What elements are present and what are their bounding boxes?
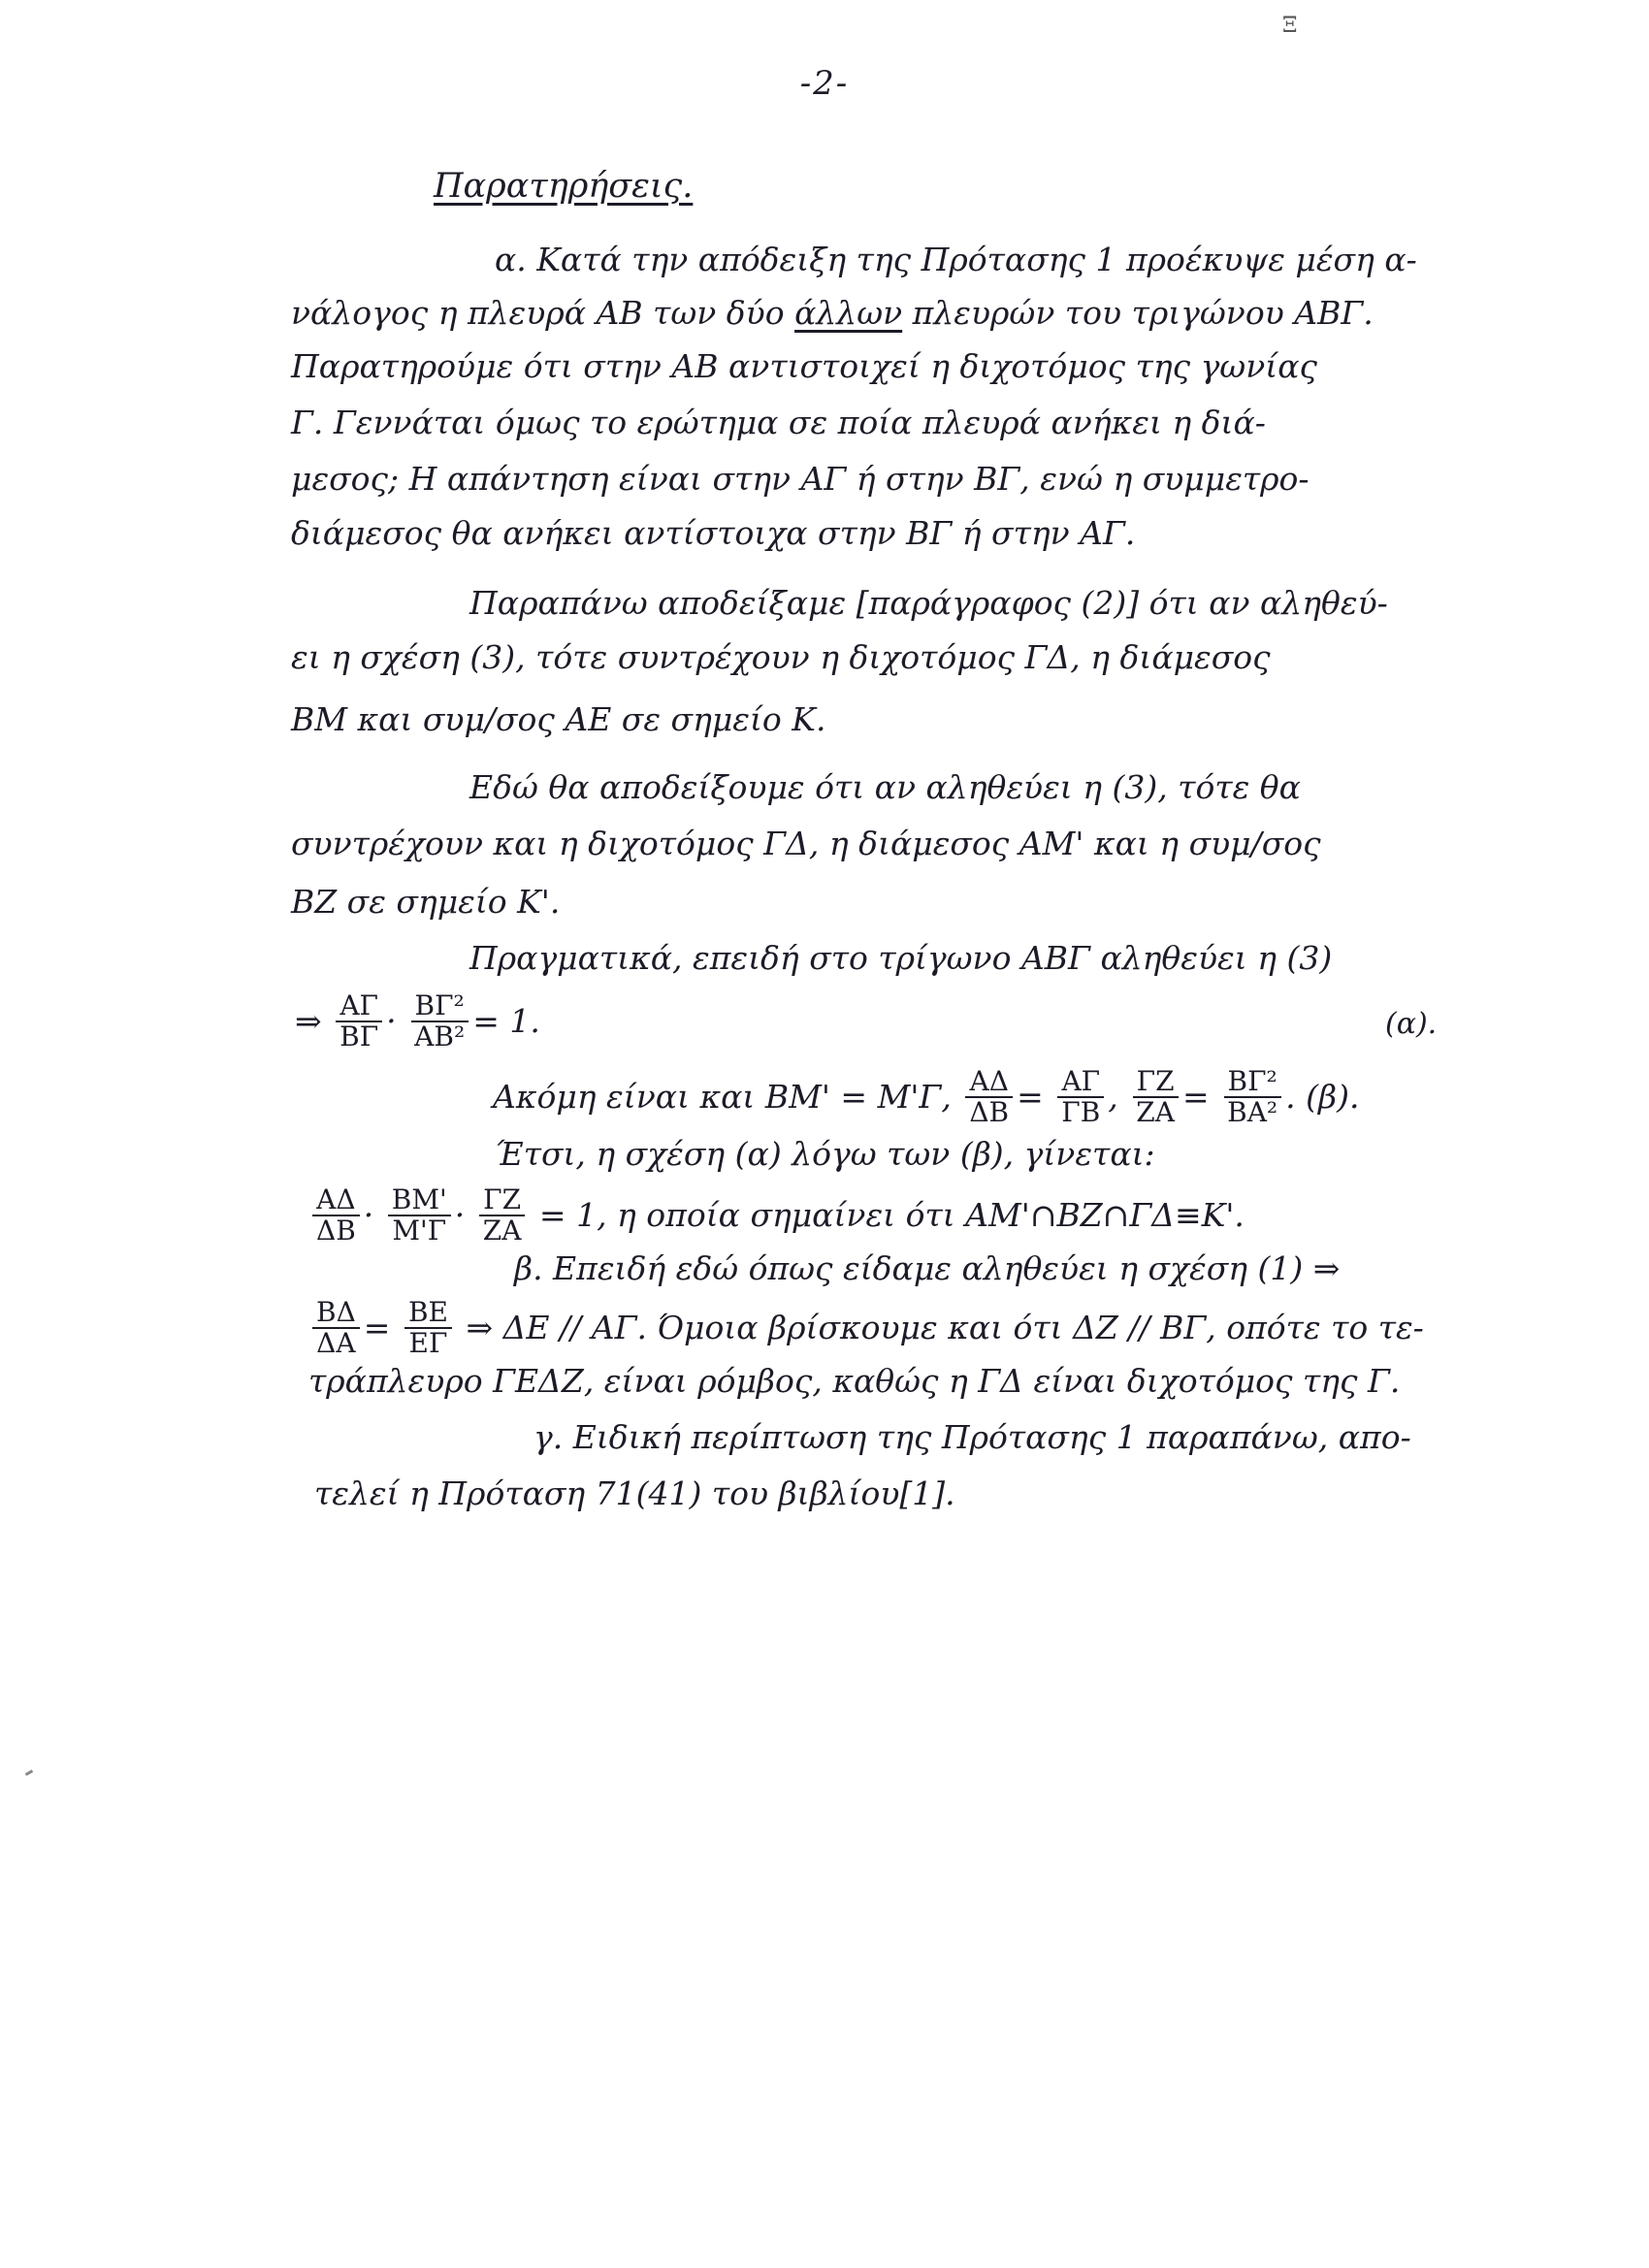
text-line: Πραγματικά, επειδή στο τρίγωνο ΑΒΓ αληθεύει η (3) <box>469 939 1333 977</box>
stray-mark <box>25 1769 33 1776</box>
fraction: $\frac{BE}{E\Gamma}$ <box>404 1298 452 1358</box>
fraction: $\frac{A\Delta}{\Delta B}$ <box>965 1067 1013 1127</box>
text-line: νάλογος η πλευρά ΑΒ των δύο άλλων πλευρών του τριγώνου ΑΒΓ. <box>291 294 1374 332</box>
text-line: ει η σχέση (3), τότε συντρέχουν η διχοτόμος ΓΔ, η διάμεσος <box>291 638 1271 676</box>
fraction: $\frac{B\Delta}{\Delta A}$ <box>312 1298 360 1358</box>
text-line: γ. Ειδική περίπτωση της Πρότασης 1 παραπάνω, απο- <box>534 1418 1411 1456</box>
text-line: ΒΜ και συμ/σος ΑΕ σε σημείο Κ. <box>291 700 826 738</box>
equation-b: Ακόμη είναι και ΒΜ' = Μ'Γ, $\frac{A\Delta}{\Delta B}$ = $\frac{A\Gamma}{\Gamma B}$ , $\frac{\Gamma Z}{ZA}$ = $\frac{\text{ΒΓ²}}{\text{ΒΑ²}}$ . (β). <box>493 1065 1360 1128</box>
corner-mark: Ξ <box>1282 14 1298 38</box>
text-line: ΒΖ σε σημείο Κ'. <box>291 883 561 921</box>
equation-tag: (α). <box>1385 1007 1438 1041</box>
fraction: $\frac{A\Delta}{\Delta B}$ <box>312 1185 360 1246</box>
text-line: β. Επειδή εδώ όπως είδαμε αληθεύει η σχέση (1) ⇒ <box>514 1249 1341 1287</box>
text-line: α. Κατά την απόδειξη της Πρότασης 1 προέκυψε μέση α- <box>495 241 1417 278</box>
text-line: Γ. Γεννάται όμως το ερώτημα σε ποία πλευρά ανήκει η διά- <box>291 404 1266 441</box>
page-number: -2- <box>799 64 850 103</box>
fraction: $\frac{\Gamma Z}{ZA}$ <box>1132 1067 1179 1127</box>
fraction: $\frac{\text{ΒΓ²}}{\text{ΒΑ²}}$ <box>1223 1067 1281 1127</box>
text-line: μεσος; Η απάντηση είναι στην ΑΓ ή στην ΒΓ, ενώ η συμμετρο- <box>291 460 1310 498</box>
text-line: τελεί η Πρόταση 71(41) του βιβλίου[1]. <box>314 1474 955 1512</box>
equation-product: $\frac{A\Delta}{\Delta B}$ · $\frac{BM'}{M'\Gamma}$ · $\frac{\Gamma Z}{ZA}$ = 1, η οποία σημαίνει ότι ΑΜ'∩ΒΖ∩ΓΔ≡Κ'. <box>308 1185 1245 1246</box>
text-line: Παραπάνω αποδείξαμε [παράγραφος (2)] ότι αν αληθεύ- <box>469 584 1388 622</box>
fraction: $\frac{\Gamma Z}{ZA}$ <box>479 1185 526 1246</box>
equation-a: ⇒ $\frac{A\Gamma}{B\Gamma}$ · $\frac{\text{ΒΓ²}}{\text{ΑΒ²}}$ = 1. <box>295 989 540 1053</box>
fraction: $\frac{\text{ΒΓ²}}{\text{ΑΒ²}}$ <box>410 991 469 1052</box>
equation-parallel: $\frac{B\Delta}{\Delta A}$ = $\frac{BE}{E\Gamma}$ ⇒ ΔΕ // ΑΓ. Όμοια βρίσκουμε και ότι ΔΖ // ΒΓ, οπότε το τε- <box>308 1298 1424 1358</box>
text-line: διάμεσος θα ανήκει αντίστοιχα στην ΒΓ ή στην ΑΓ. <box>291 514 1136 552</box>
text-line: τράπλευρο ΓΕΔΖ, είναι ρόμβος, καθώς η ΓΔ είναι διχοτόμος της Γ. <box>308 1362 1401 1400</box>
fraction: $\frac{BM'}{M'\Gamma}$ <box>388 1185 451 1246</box>
text-line: Έτσι, η σχέση (α) λόγω των (β), γίνεται: <box>495 1135 1155 1173</box>
fraction: $\frac{A\Gamma}{B\Gamma}$ <box>336 991 382 1052</box>
text-line: Παρατηρούμε ότι στην ΑΒ αντιστοιχεί η διχοτόμος της γωνίας <box>291 347 1317 385</box>
fraction: $\frac{A\Gamma}{\Gamma B}$ <box>1057 1067 1104 1127</box>
section-heading: Παρατηρήσεις. <box>434 167 694 206</box>
text-line: συντρέχουν και η διχοτόμος ΓΔ, η διάμεσος ΑΜ' και η συμ/σος <box>291 825 1321 862</box>
text-line: Εδώ θα αποδείξουμε ότι αν αληθεύει η (3), τότε θα <box>469 768 1301 806</box>
